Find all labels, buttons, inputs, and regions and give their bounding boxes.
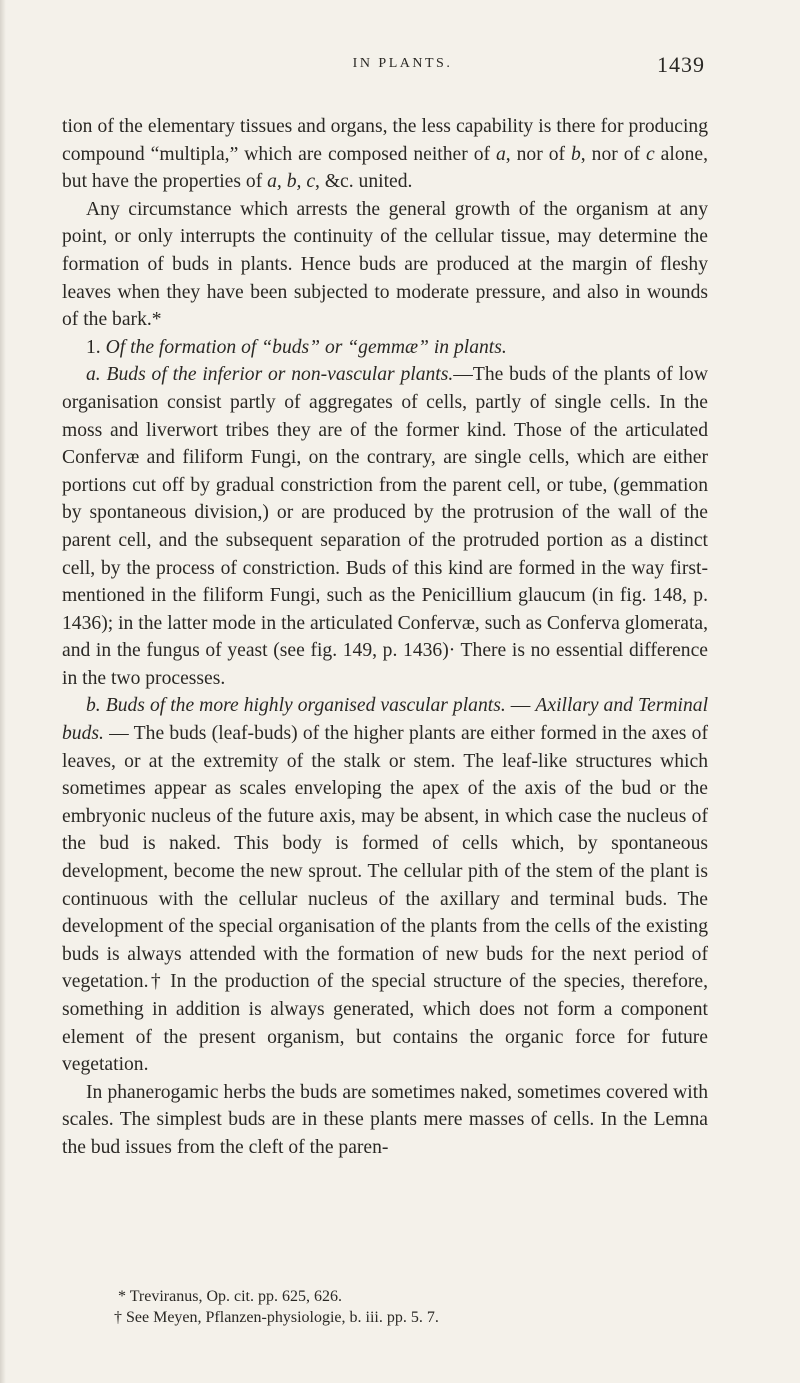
paragraph-text: , nor of (580, 143, 647, 165)
footnotes (88, 1286, 688, 1328)
subsection-label: b. (86, 695, 106, 717)
paragraph-bud-formation: Any circumstance which arrests the general growth of the organism at any point, or only interrupts the continuity of the cellular tissue, may determine the formation of buds in plants. Hence buds are produced at the margin of fleshy leaves when they have been subjected to moderate pressure, and also in wounds of the bark.* (62, 198, 708, 331)
page-edge-shadow (0, 0, 6, 1383)
paragraph-text: , nor of (505, 143, 571, 165)
running-head: IN PLANTS. (352, 56, 453, 71)
paragraph-continuation (62, 113, 708, 196)
page-number: 1439 (657, 52, 705, 77)
section-title: Of the formation of “buds” or “gemmæ” in plants. (105, 336, 507, 358)
paragraph-phanerogamic-herbs: In phanerogamic herbs the buds are sometimes naked, sometimes covered with scales. The simplest buds are in these plants mere masses of cells. In the Lemna the bud issues from the cleft of the paren- (62, 1081, 708, 1158)
subsection-label: a. (86, 364, 107, 386)
paragraph-vascular-buds (62, 692, 708, 1078)
subsection-title: Buds of the more highly organised vascular plants. (105, 695, 506, 717)
variable-a: a (495, 143, 506, 165)
paragraph-text: tion of the elementary tissues and organs, the less capability is there for producing compound “multipla,” which are composed neither of (62, 116, 708, 165)
section-heading (62, 334, 708, 362)
paragraph-text: alone, but have the properties of (62, 143, 709, 193)
footnote-1: * Treviranus, Op. cit. pp. 625, 626. (118, 1288, 342, 1305)
dash: — (505, 695, 536, 717)
variables-abc: a, b, c (267, 171, 316, 193)
page-header (100, 52, 705, 84)
paragraph-non-vascular-buds (62, 361, 708, 692)
body-text (62, 113, 708, 1162)
variable-c: c (646, 143, 655, 165)
paragraph-text: — The buds (leaf-buds) of the higher plants are either formed in the axes of leaves, or at the extremity of the stalk or stem. The leaf-like structures which sometimes appear as scales enveloping the apex of the axis of the bud or the embryonic nucleus of the future axis, may be absent, in which case the nucleus of the bud is naked. This body is formed of cells which, by spontaneous development, become the new sprout. The cellular pith of the stem of the plant is continuous with the cellular nucleus of the axillary and terminal buds. The development of the special organisation of the plants from the cells of the existing buds is always attended with the formation of new buds for the next period of vegetation.† In the production of the special structure of the species, therefore, something in addition is always generated, which does not form a component element of the present organism, but contains the organic force for future vegetation. (62, 723, 708, 1076)
subsection-title: Buds of the inferior or non-vascular plants. (106, 364, 454, 386)
subsection-subtitle: Axillary and Terminal buds. (62, 695, 709, 745)
footnote-2: † See Meyen, Pflanzen-physiologie, b. iii. pp. 5. 7. (114, 1309, 439, 1326)
section-number: 1. (86, 336, 106, 358)
variable-b: b (571, 143, 581, 165)
paragraph-text: , &c. united. (315, 171, 413, 193)
paragraph-text: —The buds of the plants of low organisation consist partly of aggregates of cells, partly of single cells. In the moss and liverwort tribes they are of the former kind. Those of the articulated Confervæ and filiform Fungi, on the contrary, are single cells, which are either portions cut off by gradual constriction from the parent cell, or tube, (gemmation by spontaneous division,) or are produced by the protrusion of the wall of the parent cell, and the subsequent separation of the protruded portion as a distinct cell, by the process of constriction. Buds of this kind are formed in the way first-mentioned in the filiform Fungi, such as the Penicillium glaucum (in fig. 148, p. 1436); in the latter mode in the articulated Confervæ, such as Conferva glomerata, and in the fungus of yeast (see fig. 149, p. 1436)· There is no essential difference in the two processes. (62, 364, 708, 689)
